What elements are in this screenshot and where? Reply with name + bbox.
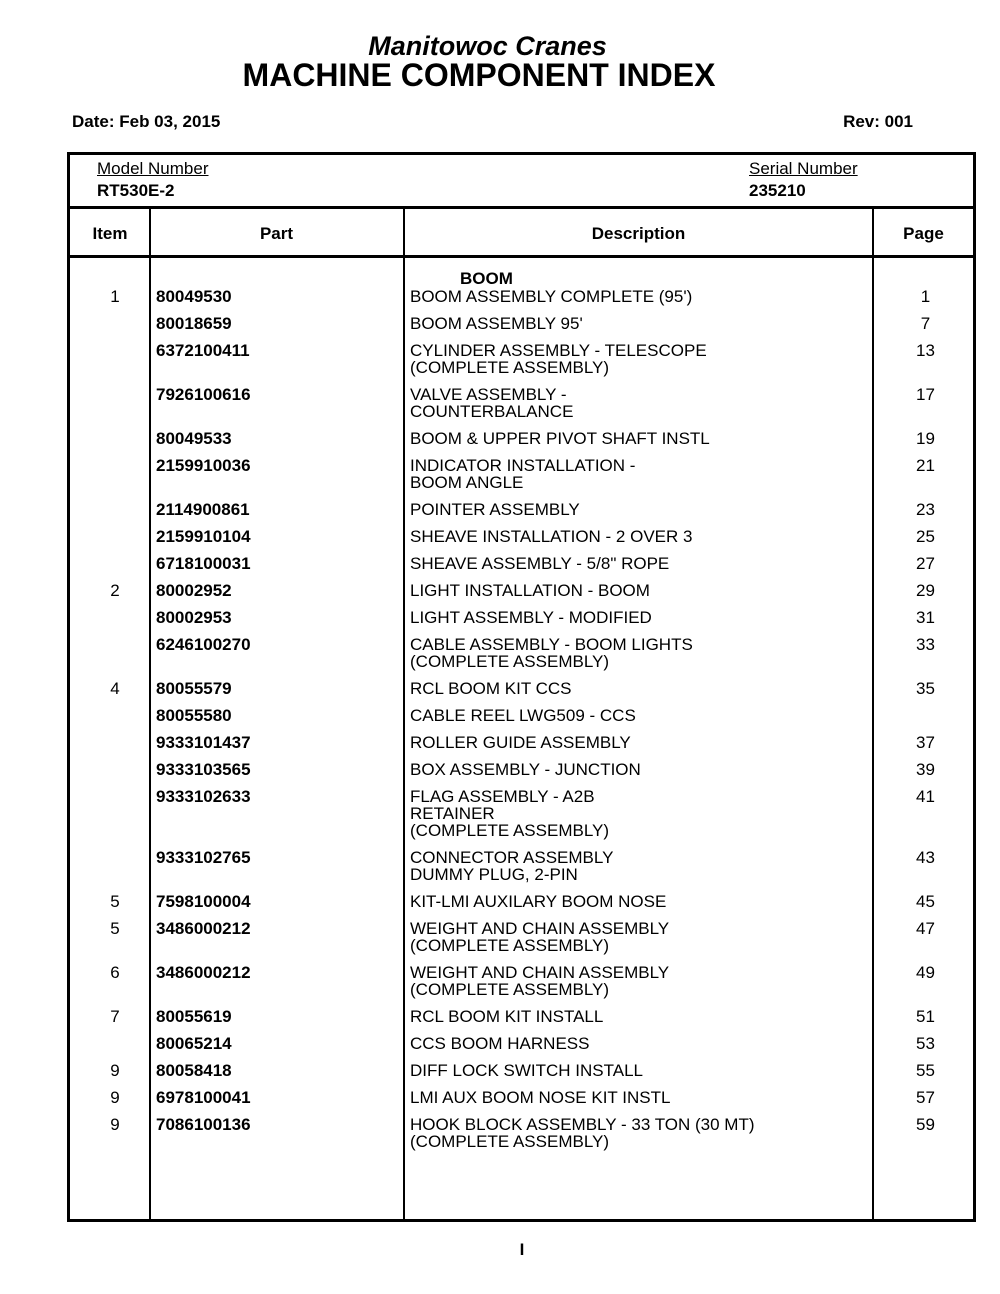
page-reference: 21 bbox=[916, 456, 935, 475]
part-description bbox=[410, 849, 613, 883]
part-number: 2114900861 bbox=[156, 500, 250, 519]
part-number: 9333103565 bbox=[156, 760, 251, 779]
part-description bbox=[410, 315, 583, 332]
part-number: 6246100270 bbox=[156, 635, 251, 654]
description-line: (COMPLETE ASSEMBLY) bbox=[410, 821, 610, 840]
page-reference: 51 bbox=[916, 1007, 935, 1026]
description-line: WEIGHT AND CHAIN ASSEMBLY bbox=[410, 919, 670, 938]
column-header-item: Item bbox=[92, 224, 128, 243]
description-line: (COMPLETE ASSEMBLY) bbox=[410, 652, 610, 671]
part-number: 80058418 bbox=[156, 1061, 232, 1080]
page-reference: 47 bbox=[916, 919, 935, 938]
description-line: DUMMY PLUG, 2-PIN bbox=[410, 865, 578, 884]
item-number: 4 bbox=[110, 679, 120, 698]
part-description bbox=[410, 1116, 755, 1150]
part-number: 80002952 bbox=[156, 581, 232, 600]
description-line: CYLINDER ASSEMBLY - TELESCOPE bbox=[410, 341, 707, 360]
model-number-label: Model Number bbox=[97, 159, 209, 178]
description-line: FLAG ASSEMBLY - A2B bbox=[410, 787, 595, 806]
page-reference: 59 bbox=[916, 1115, 935, 1134]
description-line: SHEAVE INSTALLATION - 2 OVER 3 bbox=[410, 527, 693, 546]
page-reference: 55 bbox=[916, 1061, 935, 1080]
part-description bbox=[410, 1008, 603, 1025]
description-line: (COMPLETE ASSEMBLY) bbox=[410, 980, 610, 999]
item-number: 1 bbox=[110, 287, 120, 306]
part-description bbox=[410, 457, 635, 491]
page-reference: 57 bbox=[916, 1088, 935, 1107]
description-line: HOOK BLOCK ASSEMBLY - 33 TON (30 MT) bbox=[410, 1115, 755, 1134]
page-reference: 31 bbox=[916, 608, 935, 627]
part-number: 80055619 bbox=[156, 1007, 232, 1026]
document-title: MACHINE COMPONENT INDEX bbox=[242, 57, 716, 93]
description-line: BOX ASSEMBLY - JUNCTION bbox=[410, 760, 641, 779]
description-line: LIGHT INSTALLATION - BOOM bbox=[410, 581, 650, 600]
page-reference: 37 bbox=[916, 733, 935, 752]
part-number: 7926100616 bbox=[156, 385, 251, 404]
description-line: BOOM & UPPER PIVOT SHAFT INSTL bbox=[410, 429, 710, 448]
description-line: CABLE ASSEMBLY - BOOM LIGHTS bbox=[410, 635, 693, 654]
page-reference: 39 bbox=[916, 760, 935, 779]
part-description bbox=[410, 501, 580, 518]
page-reference: 17 bbox=[916, 385, 935, 404]
description-line: WEIGHT AND CHAIN ASSEMBLY bbox=[410, 963, 670, 982]
part-description bbox=[410, 430, 710, 447]
description-line: (COMPLETE ASSEMBLY) bbox=[410, 936, 610, 955]
item-number: 9 bbox=[110, 1088, 120, 1107]
page-reference: 19 bbox=[916, 429, 935, 448]
part-description bbox=[410, 386, 573, 420]
part-description bbox=[410, 893, 666, 910]
part-number: 9333102633 bbox=[156, 787, 251, 806]
serial-number-label: Serial Number bbox=[749, 159, 858, 178]
description-line: LMI AUX BOOM NOSE KIT INSTL bbox=[410, 1088, 671, 1107]
part-description bbox=[410, 680, 572, 697]
part-description bbox=[410, 920, 669, 954]
description-line: KIT-LMI AUXILARY BOOM NOSE bbox=[410, 892, 667, 911]
part-number: 3486000212 bbox=[156, 919, 251, 938]
page-reference: 49 bbox=[916, 963, 935, 982]
item-number: 2 bbox=[110, 581, 120, 600]
description-line: CABLE REEL LWG509 - CCS bbox=[410, 706, 636, 725]
part-description bbox=[410, 609, 652, 626]
part-description bbox=[410, 582, 650, 599]
part-number: 6718100031 bbox=[156, 554, 251, 573]
date-text: Date: Feb 03, 2015 bbox=[72, 112, 221, 131]
component-index-table bbox=[67, 152, 976, 1222]
description-line: CCS BOOM HARNESS bbox=[410, 1034, 590, 1053]
part-description bbox=[410, 964, 669, 998]
item-number: 5 bbox=[110, 919, 120, 938]
column-header-page: Page bbox=[903, 224, 944, 243]
part-description bbox=[410, 288, 692, 305]
page-reference: 13 bbox=[916, 341, 935, 360]
part-description bbox=[410, 1035, 589, 1052]
description-line: VALVE ASSEMBLY - bbox=[410, 385, 567, 404]
part-number: 6978100041 bbox=[156, 1088, 251, 1107]
part-description bbox=[410, 1089, 670, 1106]
serial-number-value: 235210 bbox=[749, 181, 806, 200]
part-number: 9333101437 bbox=[156, 733, 251, 752]
description-line: RCL BOOM KIT INSTALL bbox=[410, 1007, 604, 1026]
description-line: RETAINER bbox=[410, 804, 495, 823]
page-reference: 1 bbox=[920, 287, 931, 306]
page-number: I bbox=[519, 1240, 525, 1259]
part-number: 6372100411 bbox=[156, 341, 250, 360]
revision-text: Rev: 001 bbox=[843, 112, 913, 131]
part-number: 80055579 bbox=[156, 679, 232, 698]
description-line: COUNTERBALANCE bbox=[410, 402, 574, 421]
page-reference: 29 bbox=[916, 581, 935, 600]
model-number-block bbox=[97, 158, 209, 202]
page-reference: 25 bbox=[916, 527, 935, 546]
part-number: 80002953 bbox=[156, 608, 232, 627]
part-description bbox=[410, 1062, 643, 1079]
column-divider bbox=[403, 207, 405, 1219]
description-line: BOOM ANGLE bbox=[410, 473, 524, 492]
description-line: ROLLER GUIDE ASSEMBLY bbox=[410, 733, 631, 752]
page-reference: 7 bbox=[920, 314, 931, 333]
description-line: LIGHT ASSEMBLY - MODIFIED bbox=[410, 608, 652, 627]
part-number: 2159910036 bbox=[156, 456, 251, 475]
part-description bbox=[410, 555, 669, 572]
part-number: 9333102765 bbox=[156, 848, 251, 867]
description-line: RCL BOOM KIT CCS bbox=[410, 679, 572, 698]
item-number: 9 bbox=[110, 1061, 120, 1080]
description-line: (COMPLETE ASSEMBLY) bbox=[410, 358, 610, 377]
item-number: 7 bbox=[110, 1007, 120, 1026]
item-number: 9 bbox=[110, 1115, 120, 1134]
part-description bbox=[410, 528, 692, 545]
description-line: (COMPLETE ASSEMBLY) bbox=[410, 1132, 610, 1151]
part-number: 7086100136 bbox=[156, 1115, 251, 1134]
item-number: 6 bbox=[110, 963, 120, 982]
part-number: 80055580 bbox=[156, 706, 232, 725]
company-name: Manitowoc Cranes bbox=[368, 31, 607, 61]
part-description bbox=[410, 761, 641, 778]
part-number: 80065214 bbox=[156, 1034, 232, 1053]
part-number: 3486000212 bbox=[156, 963, 251, 982]
page-reference: 33 bbox=[916, 635, 935, 654]
part-description bbox=[410, 788, 609, 839]
description-line: BOOM ASSEMBLY COMPLETE (95') bbox=[410, 287, 693, 306]
part-number: 80049530 bbox=[156, 287, 232, 306]
description-line: CONNECTOR ASSEMBLY bbox=[410, 848, 614, 867]
part-description bbox=[410, 734, 631, 751]
description-line: POINTER ASSEMBLY bbox=[410, 500, 580, 519]
page-reference: 35 bbox=[916, 679, 935, 698]
column-header-part: Part bbox=[259, 224, 294, 243]
page-reference: 23 bbox=[916, 500, 935, 519]
page-reference: 41 bbox=[916, 787, 935, 806]
part-description bbox=[410, 636, 693, 670]
column-header-description: Description bbox=[591, 224, 686, 243]
part-description bbox=[410, 342, 707, 376]
part-number: 80049533 bbox=[156, 429, 232, 448]
section-heading: BOOM bbox=[460, 269, 513, 288]
part-number: 2159910104 bbox=[156, 527, 251, 546]
page-reference: 27 bbox=[916, 554, 935, 573]
model-number-value: RT530E-2 bbox=[97, 181, 175, 200]
page-reference: 45 bbox=[916, 892, 935, 911]
part-number: 80018659 bbox=[156, 314, 232, 333]
part-number: 7598100004 bbox=[156, 892, 251, 911]
page-reference: 53 bbox=[916, 1034, 935, 1053]
page-reference: 43 bbox=[916, 848, 935, 867]
description-line: DIFF LOCK SWITCH INSTALL bbox=[410, 1061, 643, 1080]
description-line: SHEAVE ASSEMBLY - 5/8" ROPE bbox=[410, 554, 670, 573]
description-line: BOOM ASSEMBLY 95' bbox=[410, 314, 583, 333]
divider-line bbox=[70, 206, 973, 209]
description-line: INDICATOR INSTALLATION - bbox=[410, 456, 636, 475]
part-description bbox=[410, 707, 636, 724]
item-number: 5 bbox=[110, 892, 120, 911]
serial-number-block bbox=[749, 158, 858, 202]
